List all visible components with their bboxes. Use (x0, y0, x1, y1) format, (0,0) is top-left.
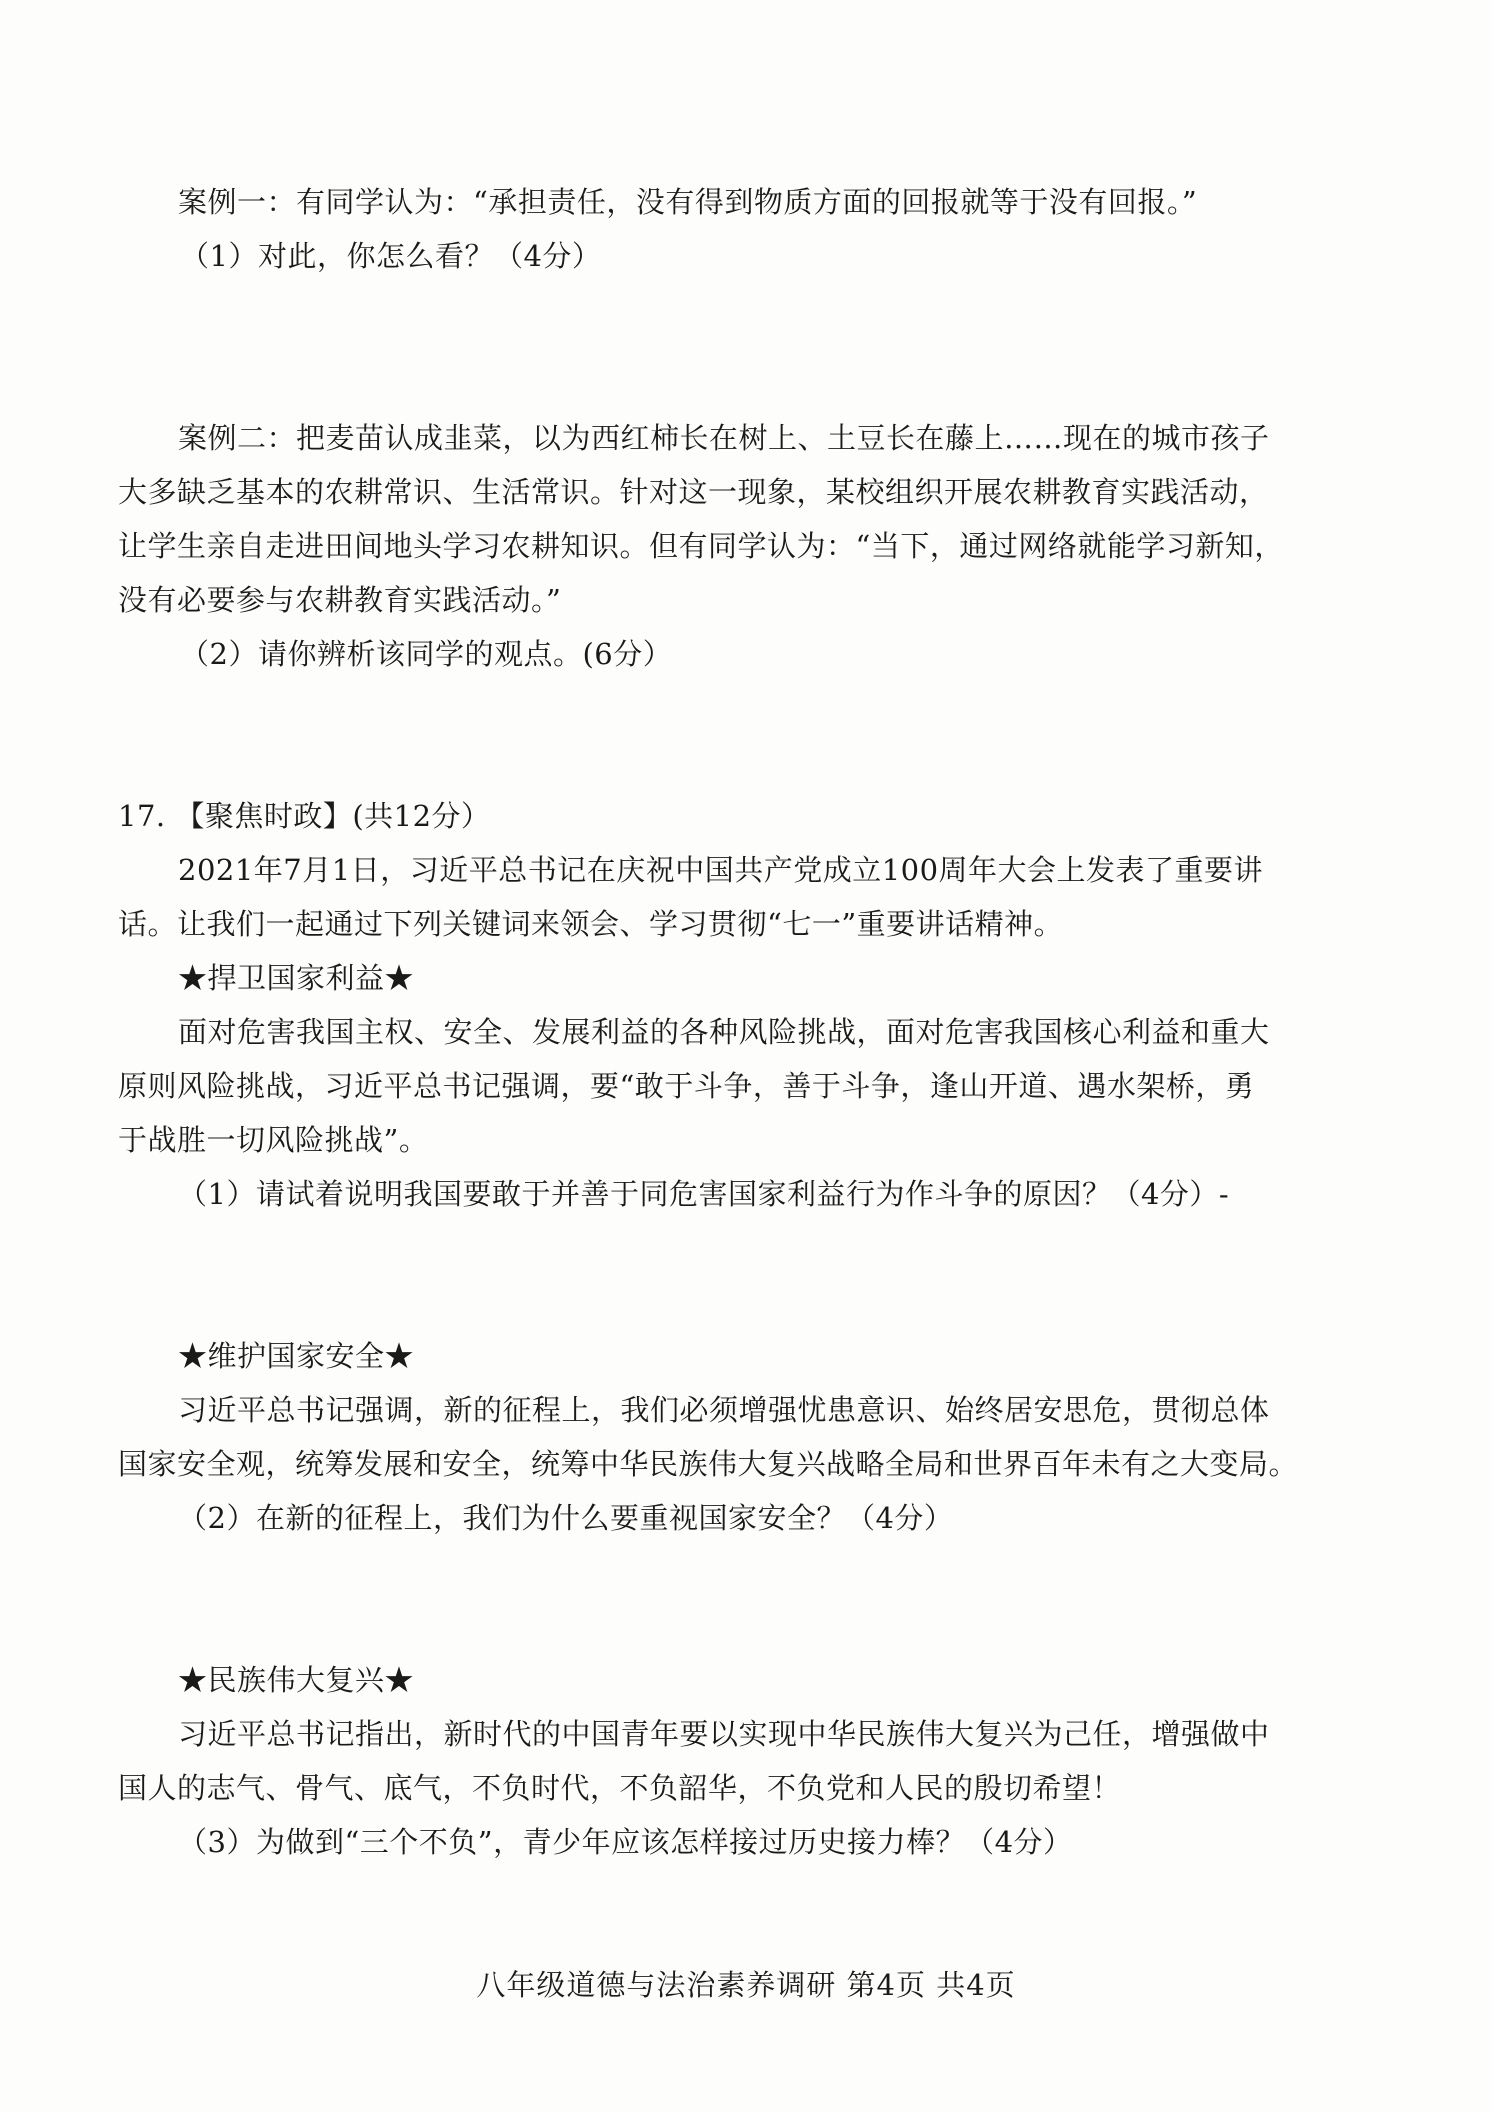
case1-intro: 案例一：有同学认为：“承担责任，没有得到物质方面的回报就等于没有回报。” (178, 185, 1198, 219)
q17-intro-line-2: 话。让我们一起通过下列关键词来领会、学习贯彻“七一”重要讲话精神。 (118, 907, 1064, 941)
case2-line-4: 没有必要参与农耕教育实践活动。” (118, 583, 562, 617)
section1-line-2: 原则风险挑战，习近平总书记强调，要“敢于斗争，善于斗争，逢山开道、遇水架桥，勇 (118, 1069, 1255, 1103)
section3-line-1: 习近平总书记指出，新时代的中国青年要以实现中华民族伟大复兴为己任，增强做中 (178, 1717, 1270, 1751)
section3-line-2: 国人的志气、骨气、底气，不负时代，不负韶华，不负党和人民的殷切希望！ (118, 1771, 1122, 1805)
section1-question: （1）请试着说明我国要敢于并善于同危害国家利益行为作斗争的原因？（4分）- (178, 1177, 1230, 1211)
section1-line-1: 面对危害我国主权、安全、发展利益的各种风险挑战，面对危害我国核心利益和重大 (178, 1015, 1270, 1049)
q17-heading: 17. 【聚焦时政】(共12分） (118, 799, 491, 833)
section1-line-3: 于战胜一切风险挑战”。 (118, 1123, 429, 1157)
case2-question-2: （2）请你辨析该同学的观点。(6分） (180, 637, 673, 671)
case2-line-3: 让学生亲自走进田间地头学习农耕知识。但有同学认为：“当下，通过网络就能学习新知， (118, 529, 1284, 563)
section3-title: ★民族伟大复兴★ (178, 1663, 415, 1697)
case2-line-2: 大多缺乏基本的农耕常识、生活常识。针对这一现象，某校组织开展农耕教育实践活动， (118, 475, 1269, 509)
section2-title: ★维护国家安全★ (178, 1339, 415, 1373)
section2-question: （2）在新的征程上，我们为什么要重视国家安全？（4分） (178, 1501, 954, 1535)
section2-line-2: 国家安全观，统筹发展和安全，统筹中华民族伟大复兴战略全局和世界百年未有之大变局。 (118, 1447, 1299, 1481)
case2-line-1: 案例二：把麦苗认成韭菜，以为西红柿长在树上、土豆长在藤上……现在的城市孩子 (178, 421, 1270, 455)
case1-question-1: （1）对此，你怎么看？（4分） (180, 239, 602, 273)
page-footer: 八年级道德与法治素养调研 第4页 共4页 (476, 1968, 1016, 2002)
q17-intro-line-1: 2021年7月1日，习近平总书记在庆祝中国共产党成立100周年大会上发表了重要讲 (178, 853, 1264, 887)
section2-line-1: 习近平总书记强调，新的征程上，我们必须增强忧患意识、始终居安思危，贯彻总体 (178, 1393, 1270, 1427)
section3-question: （3）为做到“三个不负”，青少年应该怎样接过历史接力棒？（4分） (178, 1825, 1073, 1859)
section1-title: ★捍卫国家利益★ (178, 961, 415, 995)
